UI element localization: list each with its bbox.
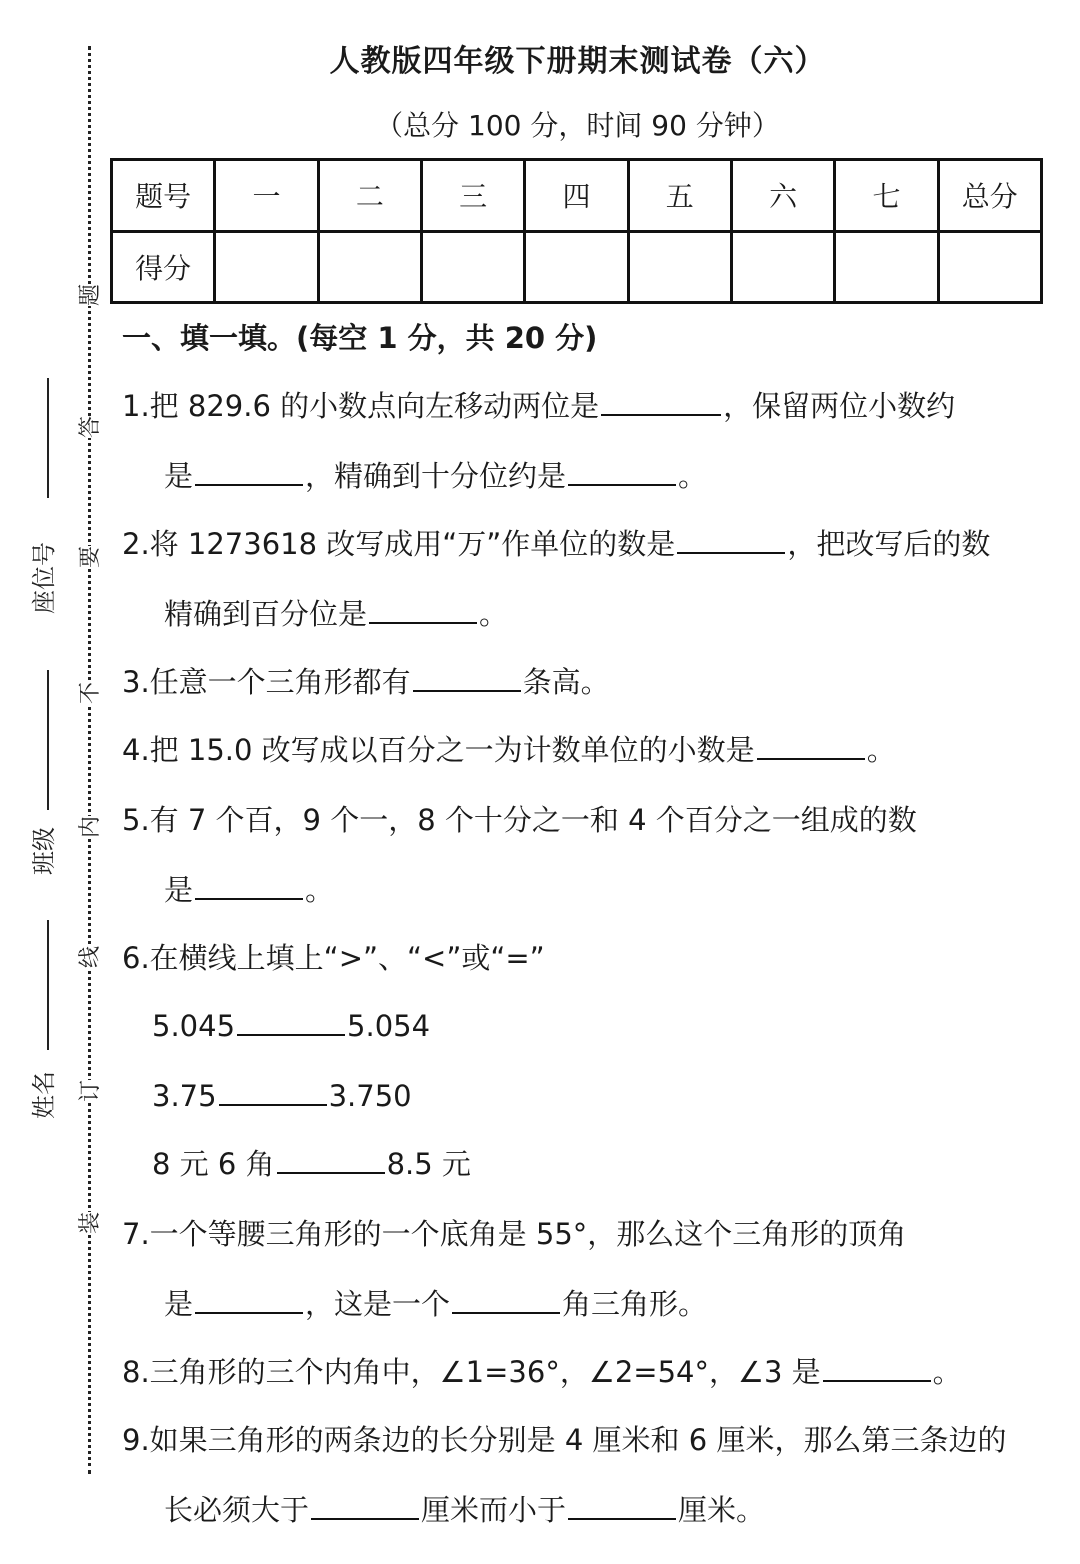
compare-right: 8.5 元 <box>386 1147 471 1181</box>
binding-dotted-line <box>88 46 91 1474</box>
compare-row <box>152 1144 471 1184</box>
compare-left: 3.75 <box>152 1079 217 1113</box>
compare-right: 3.750 <box>328 1079 412 1113</box>
q2-text: 2.将 1273618 改写成用“万”作单位的数是 <box>122 527 676 561</box>
question-9-line-2 <box>164 1490 765 1530</box>
compare-left: 5.045 <box>152 1009 236 1043</box>
score-header-cell: 一 <box>215 160 318 232</box>
score-header-cell: 七 <box>835 160 938 232</box>
answer-blank[interactable] <box>601 386 721 416</box>
q2-text: 精确到百分位是 <box>164 597 368 631</box>
q4-text: 。 <box>866 733 896 767</box>
score-header-cell: 总分 <box>938 160 1041 232</box>
score-table-score-row <box>112 231 1042 303</box>
answer-blank[interactable] <box>311 1490 419 1520</box>
margin-char: 线 <box>78 945 103 968</box>
answer-blank[interactable] <box>823 1352 931 1382</box>
q2-text: ，把改写后的数 <box>787 527 991 561</box>
margin-char: 订 <box>78 1079 103 1102</box>
answer-blank[interactable] <box>195 870 303 900</box>
q3-text: 3.任意一个三角形都有 <box>122 665 411 699</box>
question-2-line-2 <box>164 594 508 634</box>
score-cell[interactable] <box>215 231 318 303</box>
margin-char: 装 <box>78 1211 103 1234</box>
q7-text: ，这是一个 <box>305 1287 451 1321</box>
q2-text: 。 <box>479 597 509 631</box>
score-header-cell: 四 <box>525 160 628 232</box>
q1-text: 。 <box>678 459 708 493</box>
question-1-line-1 <box>122 386 955 426</box>
q6-text: 6.在横线上填上“>”、“<”或“=” <box>122 941 545 975</box>
question-4 <box>122 730 896 770</box>
question-9-line-1 <box>122 1420 1006 1460</box>
q9-text: 厘米而小于 <box>421 1493 567 1527</box>
answer-blank[interactable] <box>237 1006 345 1036</box>
q7-text: 7.一个等腰三角形的一个底角是 55°，那么这个三角形的顶角 <box>122 1217 907 1251</box>
score-header-cell: 题号 <box>112 160 215 232</box>
question-8 <box>122 1352 962 1392</box>
margin-char: 答 <box>78 415 103 438</box>
score-table-header-row <box>112 160 1042 232</box>
answer-blank[interactable] <box>413 662 521 692</box>
margin-char: 题 <box>78 283 103 306</box>
answer-blank[interactable] <box>568 1490 676 1520</box>
q7-text: 是 <box>164 1287 194 1321</box>
score-cell[interactable] <box>525 231 628 303</box>
question-5-line-1 <box>122 800 917 840</box>
class-label: 班级 <box>30 827 58 875</box>
q1-text: 1.把 829.6 的小数点向左移动两位是 <box>122 389 600 423</box>
answer-blank[interactable] <box>677 524 785 554</box>
margin-char: 要 <box>78 545 103 568</box>
section-heading: 一、填一填。(每空 1 分，共 20 分) <box>122 321 598 355</box>
seat-number-line <box>47 378 49 498</box>
compare-row <box>152 1076 412 1116</box>
compare-left: 8 元 6 角 <box>152 1147 275 1181</box>
score-cell[interactable] <box>731 231 834 303</box>
answer-blank[interactable] <box>369 594 477 624</box>
score-cell[interactable] <box>421 231 524 303</box>
q3-text: 条高。 <box>522 665 610 699</box>
question-1-line-2 <box>164 456 707 496</box>
margin-char: 不 <box>78 681 103 704</box>
answer-blank[interactable] <box>452 1284 560 1314</box>
question-7-line-2 <box>164 1284 707 1324</box>
q9-text: 厘米。 <box>678 1493 766 1527</box>
compare-row <box>152 1006 430 1046</box>
q1-text: 是 <box>164 459 194 493</box>
question-6 <box>122 938 545 978</box>
answer-blank[interactable] <box>568 456 676 486</box>
compare-right: 5.054 <box>347 1009 431 1043</box>
answer-blank[interactable] <box>219 1076 327 1106</box>
margin-char: 内 <box>78 815 103 838</box>
score-table <box>110 158 1043 304</box>
question-2-line-1 <box>122 524 990 564</box>
score-cell[interactable] <box>318 231 421 303</box>
q7-text: 角三角形。 <box>562 1287 708 1321</box>
question-5-line-2 <box>164 870 334 910</box>
q1-text: ，保留两位小数约 <box>723 389 956 423</box>
score-row-label: 得分 <box>112 231 215 303</box>
q5-text: 5.有 7 个百，9 个一，8 个十分之一和 4 个百分之一组成的数 <box>122 803 917 837</box>
name-label: 姓名 <box>30 1071 58 1119</box>
page-subtitle: （总分 100 分，时间 90 分钟） <box>375 109 780 142</box>
score-header-cell: 三 <box>421 160 524 232</box>
question-7-line-1 <box>122 1214 906 1254</box>
answer-blank[interactable] <box>195 1284 303 1314</box>
page-title: 人教版四年级下册期末测试卷（六） <box>329 44 826 79</box>
q8-text: 8.三角形的三个内角中，∠1=36°，∠2=54°，∠3 是 <box>122 1355 821 1389</box>
answer-blank[interactable] <box>195 456 303 486</box>
score-header-cell: 二 <box>318 160 421 232</box>
seat-number-label: 座位号 <box>30 542 58 614</box>
q4-text: 4.把 15.0 改写成以百分之一为计数单位的小数是 <box>122 733 755 767</box>
q9-text: 9.如果三角形的两条边的长分别是 4 厘米和 6 厘米，那么第三条边的 <box>122 1423 1007 1457</box>
q5-text: 。 <box>305 873 335 907</box>
score-header-cell: 六 <box>731 160 834 232</box>
answer-blank[interactable] <box>277 1144 385 1174</box>
class-line <box>47 670 49 810</box>
q8-text: 。 <box>932 1355 962 1389</box>
q9-text: 长必须大于 <box>164 1493 310 1527</box>
score-cell[interactable] <box>835 231 938 303</box>
q5-text: 是 <box>164 873 194 907</box>
score-header-cell: 五 <box>628 160 731 232</box>
question-3 <box>122 662 610 702</box>
answer-blank[interactable] <box>757 730 865 760</box>
score-cell[interactable] <box>938 231 1041 303</box>
score-cell[interactable] <box>628 231 731 303</box>
name-line <box>47 920 49 1050</box>
q1-text: ，精确到十分位约是 <box>305 459 567 493</box>
